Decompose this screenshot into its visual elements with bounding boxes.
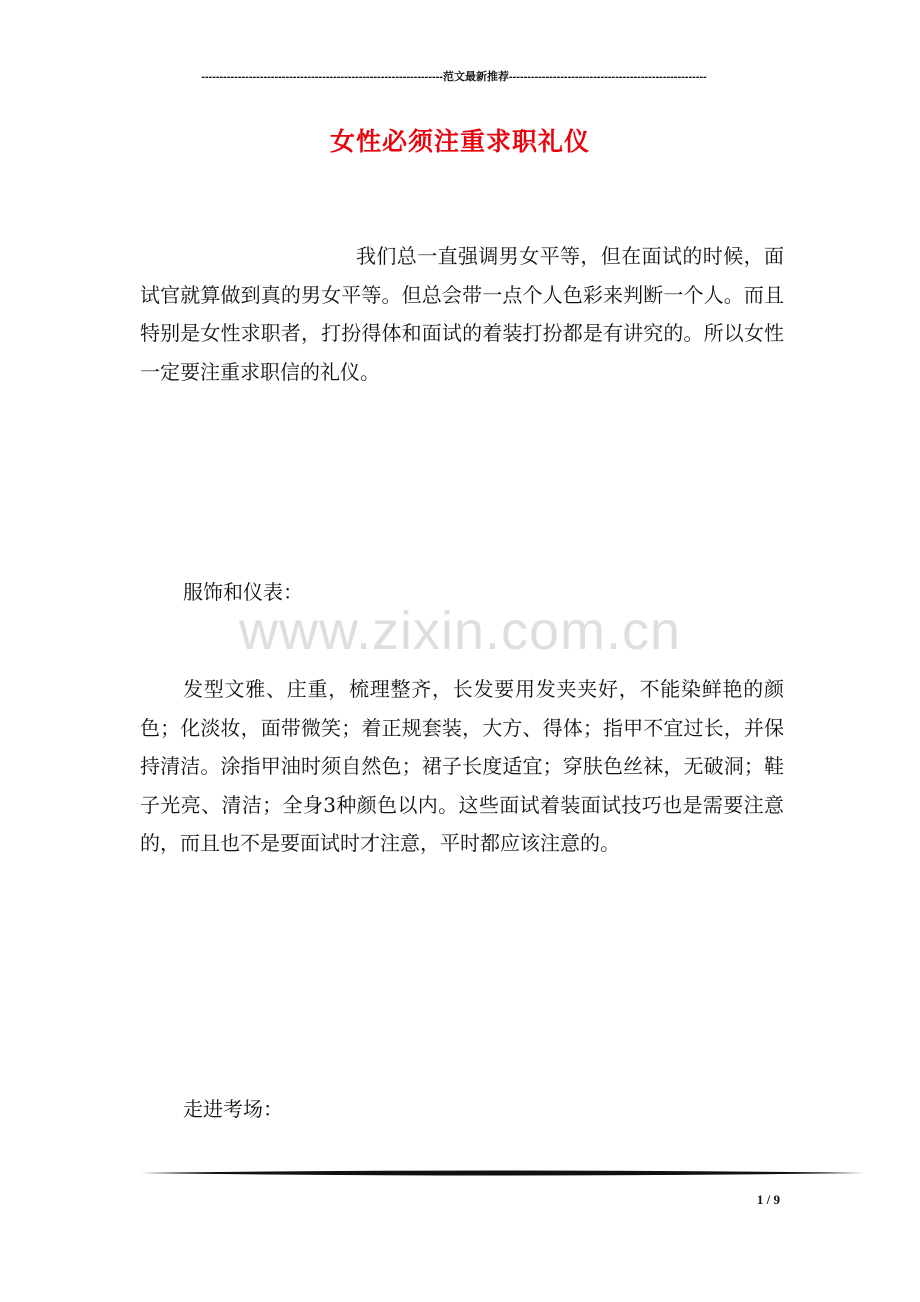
document-title: 女性必须注重求职礼仪	[329, 127, 590, 156]
page-number: 1 / 9	[756, 1192, 780, 1207]
page-header: ------------------------------------------------------------------范文最新推荐------------------------------------------------------	[201, 71, 707, 83]
section-heading-entering: 走进考场：	[183, 1097, 283, 1121]
section-heading-attire: 服饰和仪表：	[183, 580, 303, 604]
footer-divider	[140, 1168, 864, 1178]
watermark-text: www.zixin.com.cn	[238, 601, 682, 661]
intro-paragraph: 我们总一直强调男女平等，但在面试的时候，面试官就算做到真的男女平等。但总会带一点个人色彩来判断一个人。而且特别是女性求职者，打扮得体和面试的着装打扮都是有讲究的。所以女性一定要注重求职信的礼仪。	[140, 244, 784, 384]
attire-paragraph: 发型文雅、庄重，梳理整齐，长发要用发夹夹好，不能染鲜艳的颜色；化淡妆，面带微笑；着正规套装，大方、得体；指甲不宜过长，并保持清洁。涂指甲油时须自然色；裙子长度适宜；穿肤色丝袜，无破洞；鞋子光亮、清洁；全身3种颜色以内。这些面试着装面试技巧也是需要注意的，而且也不是要面试时才注意，平时都应该注意的。	[140, 677, 784, 855]
